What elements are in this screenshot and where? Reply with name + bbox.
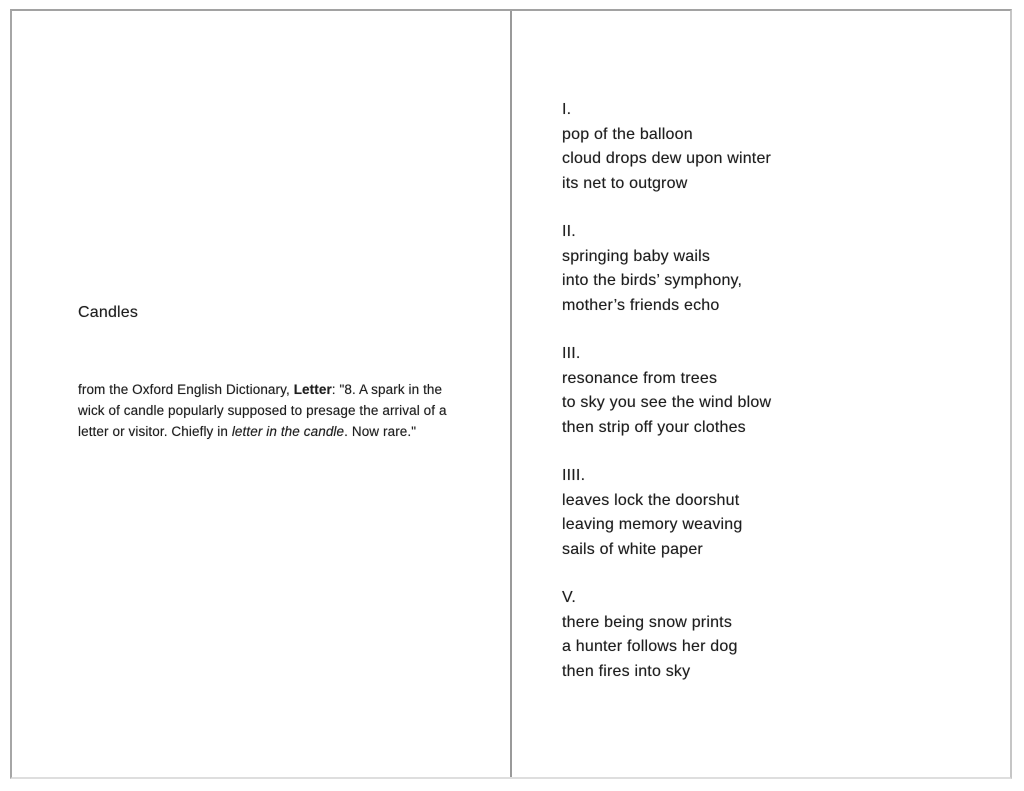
poem-line: there being snow prints xyxy=(562,613,733,631)
stanza-numeral: IIII. xyxy=(562,467,586,484)
stanza xyxy=(562,342,771,440)
stanza xyxy=(562,220,771,318)
poem-line: its net to outgrow xyxy=(562,174,688,192)
poem-line: leaving memory weaving xyxy=(562,516,743,533)
poem-line: then fires into sky xyxy=(562,662,691,680)
chapbook-title: Candles xyxy=(78,304,139,321)
poem-line: pop of the balloon xyxy=(562,125,693,143)
dictionary-entry-line: letter or visitor. Chiefly in letter in the candle. Now rare." xyxy=(78,424,417,439)
poem-line: a hunter follows her dog xyxy=(562,638,738,655)
dictionary-entry xyxy=(78,379,478,442)
left-page xyxy=(12,11,510,777)
poem-line: then strip off your clothes xyxy=(562,418,746,436)
poem-line: springing baby wails xyxy=(562,247,711,265)
stanza-numeral: I. xyxy=(562,101,572,118)
poem-line: cloud drops dew upon winter xyxy=(562,150,772,167)
poem-line: leaves lock the doorshut xyxy=(562,491,740,509)
poem-line: mother’s friends echo xyxy=(562,296,720,314)
poem-line: into the birds’ symphony, xyxy=(562,272,743,289)
poem xyxy=(562,98,771,708)
poem-line: sails of white paper xyxy=(562,540,703,558)
dictionary-headword: Letter xyxy=(293,382,332,397)
stanza xyxy=(562,98,771,196)
poem-line: resonance from trees xyxy=(562,369,718,387)
poem-line: to sky you see the wind blow xyxy=(562,394,772,411)
dictionary-phrase-italic: letter in the candle xyxy=(231,424,345,439)
dictionary-entry-line: wick of candle popularly supposed to presage the arrival of a xyxy=(78,403,447,418)
book-spread xyxy=(10,9,1012,779)
stanza-numeral: III. xyxy=(562,345,581,362)
stanza-numeral: II. xyxy=(562,223,576,240)
stanza-numeral: V. xyxy=(562,589,577,606)
stanza xyxy=(562,586,771,684)
right-page xyxy=(512,11,1010,777)
dictionary-entry-line: from the Oxford English Dictionary, Letter: "8. A spark in the xyxy=(78,382,443,397)
stanza xyxy=(562,464,771,562)
